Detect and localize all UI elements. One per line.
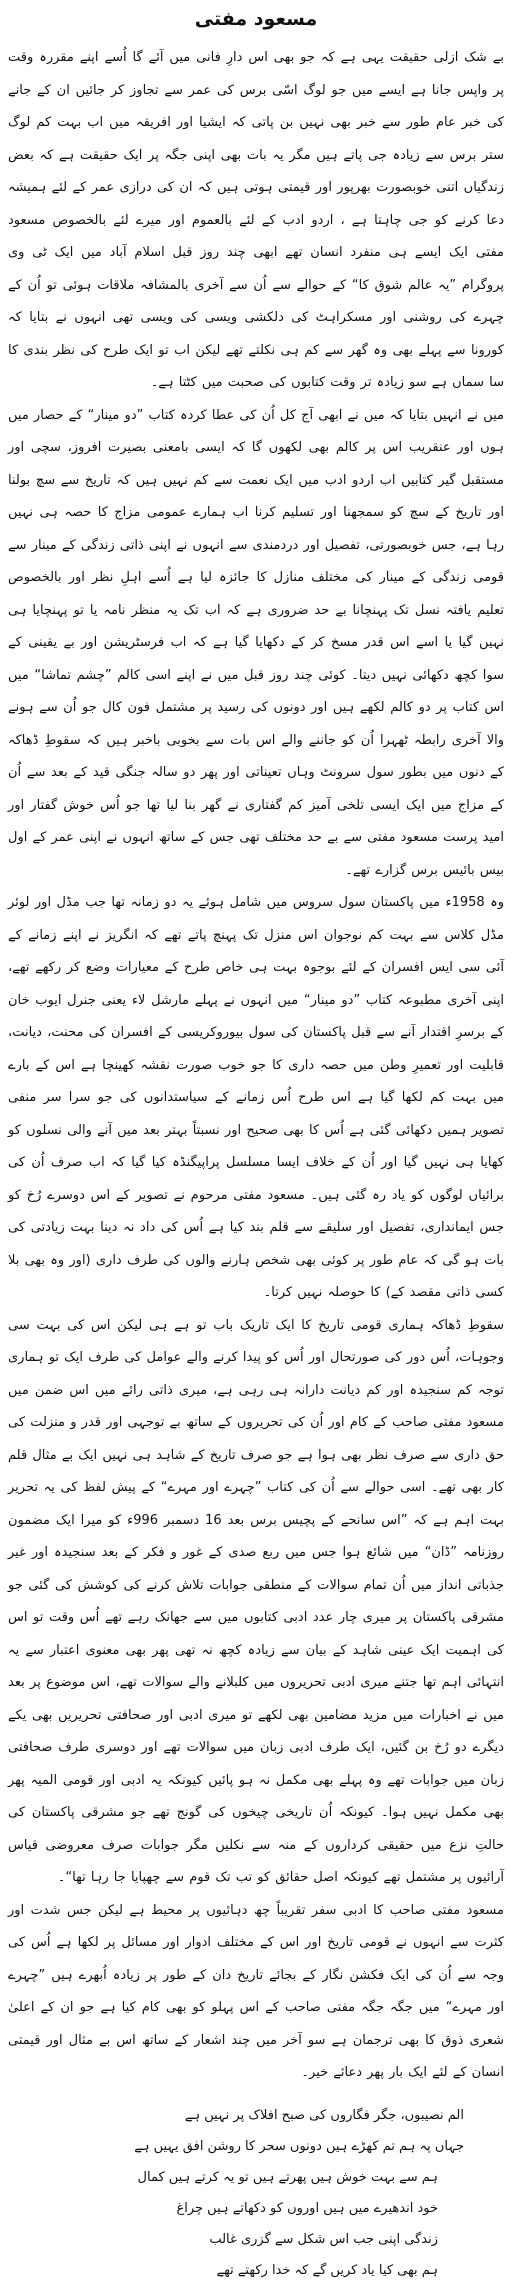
verse-line: ہم سے بہت خوش ہیں پھرتے ہیں تو یہ کرتے ہیں کمال	[137, 2169, 438, 2185]
verse-line: الم نصیبوں، جگر فگاروں کی صبح افلاک پر نہیں ہے	[184, 2107, 464, 2123]
verse-line: ہم بھی کیا یاد کریں گے کہ خدا رکھتے تھے	[216, 2262, 438, 2278]
article-title: مسعود مفتی	[194, 8, 318, 30]
verse-line: جہاں پہ ہم تم کھڑے ہیں دونوں سحر کا روشن افق یہیں ہے	[134, 2138, 464, 2154]
article-paragraph: سقوطِ ڈھاکہ ہماری قومی تاریخ کا ایک تاریک باب تو ہے ہی لیکن اس کی بہت سی وجوہات، اُس دور کی صورتحال اور اُس کو پیدا کرنے والے عوامل کی طرف ایک تو ہماری توجہ کم سنجیدہ اور کم دیانت دارانہ ہی رہی ہے، میری ذاتی رائے میں اس ضمن میں مسعود مفتی صاحب کے کام اور اُن کی تحریروں کے ساتھ بے توجہی اور قدر و منزلت کی حق داری سے صرف نظر بھی ہوا ہے جو صرف تاریخ کے شاہد ہی نہیں ایک بے مثال قلم کار بھی تھے۔ اسی حوالے سے اُن کی کتاب ”چہرے اور مہرے“ کے پیش لفظ کی یہ تحریر بہت اہم ہے کہ ”اس سانحے کے پچیس برس بعد 16 دسمبر 996ء کو میرا ایک مضمون روزنامہ ”ڈان“ میں شائع ہوا جس میں ربع صدی کے غور و فکر کے بعد سنجیدہ اور غیر جذباتی انداز میں اُن تمام سوالات کے منطقی جوابات تلاش کرنے کی کوشش کی گئی جو مشرقی پاکستان پر میری چار عدد ادبی کتابوں میں سے جھانک رہے تھے اُس وقت تو اس کی اہمیت ایک عینی شاہد کے بیان سے زیادہ کچھ نہ تھی پھر بھی معنوی اعتبار سے یہ انتہائی اہم تھا جتنے میری ادبی تحریروں میں کلبلانے والے سوالات تھے، اس موضوع پر بعد میں نے اخبارات میں مزید مضامین بھی لکھے تو میری ادبی اور صحافتی تحریریں بھی یکے دیگرے دو رُخ بن گئیں، ایک طرف ادبی زبان میں سوالات تھے اور دوسری طرف صحافتی زبان میں جوابات تھے وہ پہلے بھی مکمل نہ ہو پائیں کیونکہ یہ ادبی اور قومی المیہ پھر بھی مکمل نہیں ہوا۔ کیونکہ اُن تاریخی چیخوں کی گونج تھے جو مشرقی پاکستان کی حالتِ نزع میں حقیقی کرداروں کے منہ سے نکلیں مگر جوابات صرف معروضی قیاس آرائیوں پر مشتمل تھے کیونکہ اصل حقائق کو تب تک قوم سے چھپایا جا رہا تھا“۔	[8, 1317, 504, 1885]
article-paragraph: وہ 1958ء میں پاکستان سول سروس میں شامل ہوئے یہ دو زمانہ تھا جب مڈل اور لوئر مڈل کلاس سے بہت کم نوجوان اس منزل تک پہنچ پاتے تھے کہ انگریز نے اپنے زمانے کے آئی سی ایس افسران کے لئے بوجوہ بہت ہی خاص طرح کے معیارات وضع کر رکھے تھے، اپنی آخری مطبوعہ کتاب ”دو مینار“ میں انہوں نے پہلے مارشل لاء یعنی جنرل ایوب خان کے برسرِ اقتدار آنے سے قبل پاکستان کی سول بیوروکریسی کے افسران کی محنت، دیانت، قابلیت اور تعمیرِ وطن میں حصہ داری کا جو خوب صورت نقشہ کھینچا ہے اس کے بارے میں بہت کم لکھا گیا ہے اس طرح اُس زمانے کے سیاستدانوں کی جو سرا سر منفی تصویر ہمیں دکھائی گئی ہے اُس کا بھی صحیح اور نسبتاً بہتر بعد میں آنے والی نسلوں کو کھایا ہی نہیں گیا اور اُن کے خلاف ایسا مسلسل پراپیگنڈہ کیا گیا کہ اب صرف اُن کی برائیاں لوگوں کو یاد رہ گئی ہیں۔ مسعود مفتی مرحوم نے تصویر کے اس دوسرے رُخ کو جس ایمانداری، تفصیل اور سلیقے سے قلم بند کیا ہے اُس کی داد نہ دینا بہت زیادتی کی بات ہو گی کہ عام طور پر کوئی بھی شخص ہارنے والوں کی طرف داری (اور وہ بھی بلا کسی ذاتی مقصد کے) کا حوصلہ نہیں کرتا۔	[8, 895, 505, 1300]
article-body	[8, 42, 504, 2090]
verse-line: خود اندھیرے میں ہیں اوروں کو دکھاتے ہیں چراغ	[176, 2200, 438, 2216]
article-paragraph: میں نے انہیں بتایا کہ میں نے ابھی آج کل اُن کی عطا کردہ کتاب ”دو مینار“ کے حصار میں ہوں اور عنقریب اس پر کالم بھی لکھوں گا کہ ایسی بامعنی بصیرت افروز، سچی اور مستقبل گیر کتابیں اب اردو ادب میں ایک نعمت سے کم نہیں ہیں کہ تاریخ سے سچ بولنا اور تاریخ کے سچ کو سمجھنا اور تسلیم کرنا اب ہمارے عمومی مزاج کا حصہ ہی نہیں رہا ہے، جس خوبصورتی، تفصیل اور دردمندی سے انہوں نے اپنی ذاتی زندگی کے مینار سے قومی زندگی کے مینار کی مختلف منازل کا جائزہ لیا ہے اُسے اہلِ نظر اور بالخصوص تعلیم یافتہ نسل تک پہنچانا بے حد ضروری ہے کہ اب تک یہ منظر نامہ یا تو پہنچایا ہی نہیں گیا یا اسے اس قدر مسخ کر کے دکھایا گیا ہے کہ اب فرسٹریشن اور بے یقینی کے سوا کچھ دکھائی نہیں دیتا۔ کوئی چند روز قبل میں نے اپنے اسی کالم ”چشم تماشا“ میں اس کتاب پر دو کالم لکھے ہیں اور دونوں کی رسید پر مشتمل فون کال جو اُن سے ہونے والا آخری رابطہ ٹھہرا اُن کو جاننے والے اس بات سے بخوبی باخبر ہیں کہ سقوطِ ڈھاکہ کے دنوں میں بطور سول سرونٹ وہاں تعیناتی اور پھر دو سالہ جنگی قید کے بعد سے اُن کے مزاج میں ایک ایسی تلخی آمیز کم گفتاری نے گھر بنا لیا تھا جو اُس خوش گفتار اور امید پرست مسعود مفتی سے بے حد مختلف تھی جس کے ساتھ انہوں نے اپنی عمر کے اول بیس بائیس برس گزارے تھے۔	[8, 407, 504, 878]
article-paragraph: مسعود مفتی صاحب کا ادبی سفر تقریباً چھ دہائیوں پر محیط ہے لیکن جس شدت اور کثرت سے انہوں نے قومی تاریخ اور اس کے مختلف ادوار اور مسائل پر لکھا ہے اُس کی وجہ سے اُن کی ایک فکشن نگار کے بجائے تاریخ دان کے طور پر زیادہ اُبھرے ہیں ”چہرے اور مہرے“ میں جگہ جگہ مفتی صاحب کے اس پہلو کو بھی کام کیا ہے جو ان کے اعلیٰ شعری ذوق کا بھی ترجمان ہے سو آخر میں چند اشعار کے ساتھ اس بے مثال اور قیمتی انسان کے لئے ایک بار پھر دعائے خیر۔	[8, 1902, 504, 2080]
article-paragraph: بے شک ازلی حقیقت یہی ہے کہ جو بھی اس دارِ فانی میں آئے گا اُسے اپنے مقررہ وقت پر واپس جانا ہے ایسے میں جو لوگ اسّی برس کی عمر سے تجاوز کر جائیں ان کے جانے کی خبر عام طور سے خبر بھی نہیں بن پاتی کہ ایشیا اور افریقہ میں اب بہت کم لوگ ستر برس سے زیادہ جی پاتے ہیں مگر یہ بات بھی اپنی جگہ پر ایک حقیقت ہے کہ بعض زندگیاں اتنی خوبصورت بھرپور اور قیمتی ہوتی ہیں کہ ان کی درازی عمر کے لئے ہمیشہ دعا کرنے کو جی چاہتا ہے ، اردو ادب کے لئے بالعموم اور میرے لئے بالخصوص مسعود مفتی ایک ایسے ہی منفرد انسان تھے ابھی چند روز قبل اسلام آباد میں ایک ٹی وی پروگرام ”یہ عالم شوق کا“ کے حوالے سے اُن سے آخری بالمشافہ ملاقات ہوئی تو اُن کے چہرے کی روشنی اور مسکراہٹ کی دلکشی ویسی کی ویسی تھی انہوں نے بتایا کہ کورونا سے پہلے بھی وہ گھر سے کم ہی نکلتے تھے لیکن اب تو ایک طرح کی نظر بندی کا سا سماں ہے سو زیادہ تر وقت کتابوں کی صحبت میں کٹتا ہے۔	[8, 50, 504, 390]
verse-line: زندگی اپنی جب اس شکل سے گزری غالب	[209, 2231, 438, 2247]
poetry-verses	[8, 2100, 464, 2286]
